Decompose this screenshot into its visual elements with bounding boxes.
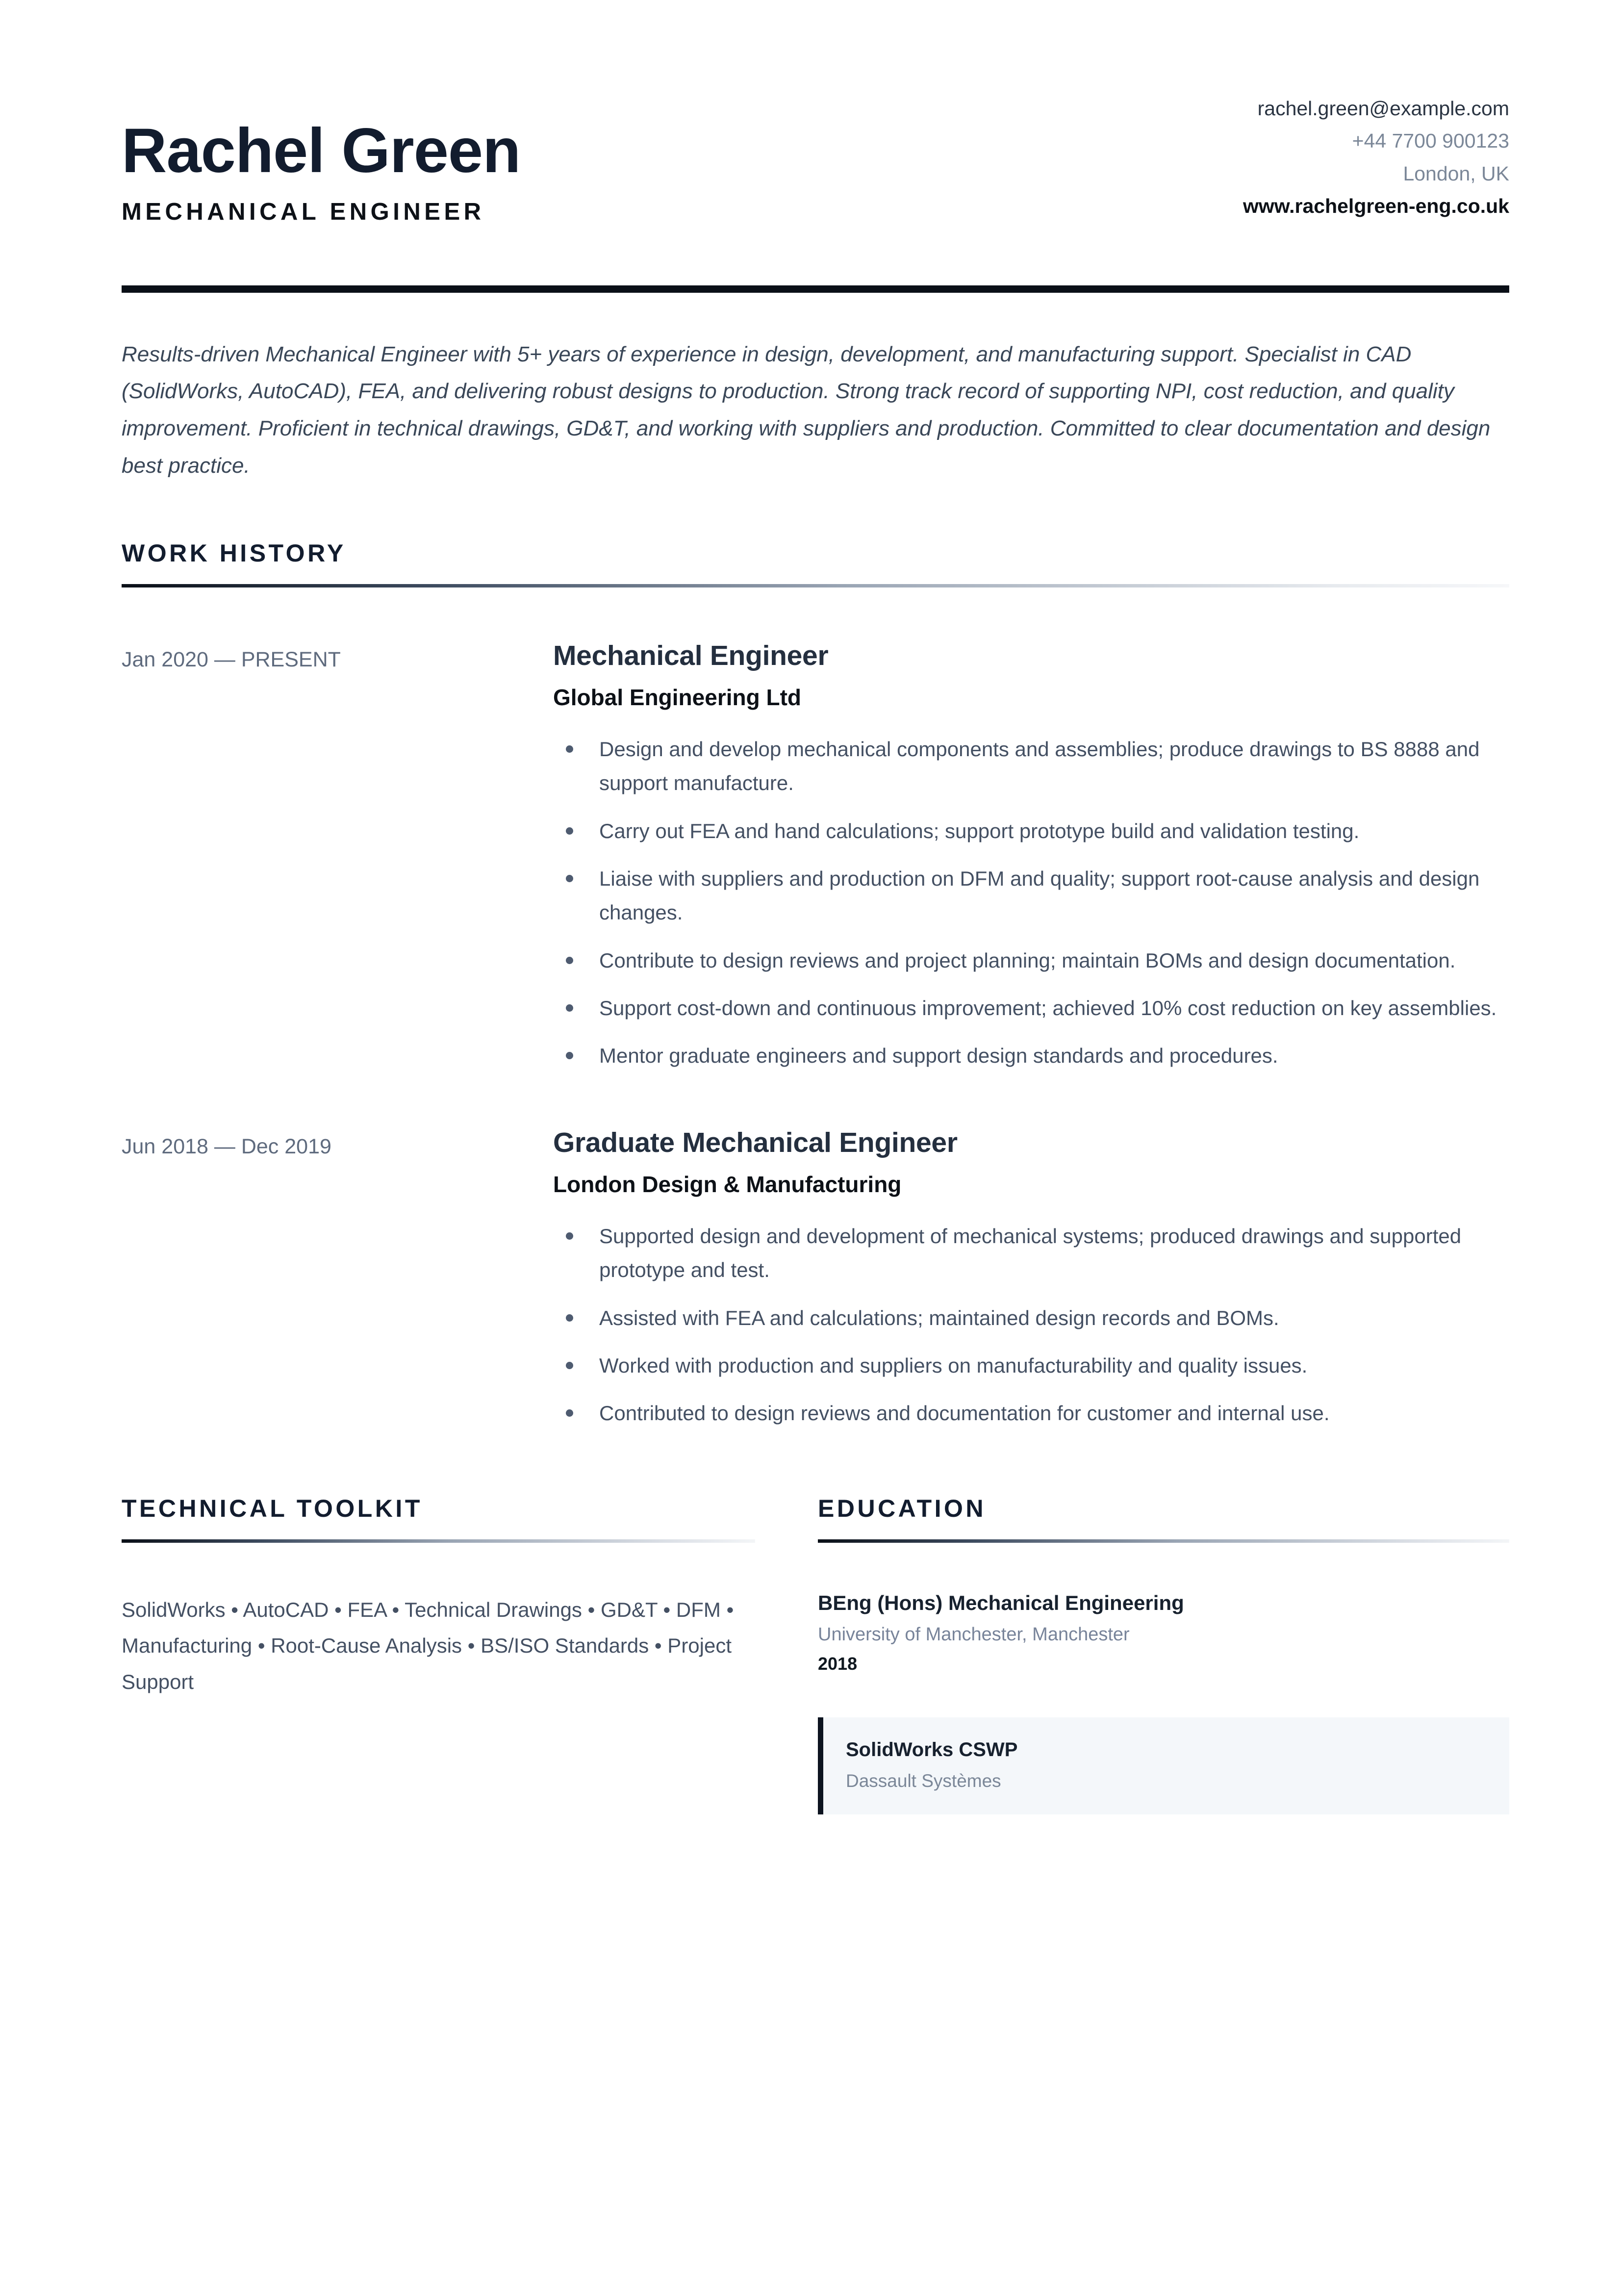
education-year: 2018	[818, 1653, 858, 1674]
work-history-section	[122, 539, 1509, 1430]
job-company: London Design & Manufacturing	[553, 1171, 902, 1197]
contact-location: London, UK	[1403, 162, 1509, 185]
job-company: Global Engineering Ltd	[553, 684, 801, 710]
education-entry	[818, 1590, 1509, 1676]
job-dates: Jan 2020 — PRESENT	[122, 648, 341, 672]
technical-toolkit-section	[122, 1494, 755, 1815]
header-identity	[122, 115, 521, 226]
job-entry	[122, 639, 1509, 1072]
education-degree: BEng (Hons) Mechanical Engineering	[818, 1591, 1184, 1614]
header-divider	[122, 285, 1509, 293]
job-bullet: Contributed to design reviews and documentation for customer and internal use.	[553, 1396, 1509, 1430]
job-title: Mechanical Engineer	[553, 640, 829, 672]
job-bullet: Contribute to design reviews and project planning; maintain BOMs and design documentation.	[553, 944, 1509, 977]
contact-website[interactable]: www.rachelgreen-eng.co.uk	[1243, 195, 1509, 218]
job-responsibilities	[553, 1219, 1509, 1430]
job-title: Graduate Mechanical Engineer	[553, 1127, 958, 1159]
work-history-divider	[122, 584, 1509, 587]
contact-phone[interactable]: +44 7700 900123	[1352, 129, 1509, 153]
bottom-columns	[122, 1494, 1509, 1815]
certification-card	[818, 1717, 1509, 1814]
job-bullet: Liaise with suppliers and production on DFM and quality; support root-cause analysis and design changes.	[553, 862, 1509, 930]
candidate-role: MECHANICAL ENGINEER	[122, 198, 485, 225]
contact-block	[1243, 92, 1509, 226]
contact-email[interactable]: rachel.green@example.com	[1257, 97, 1509, 120]
technical-toolkit-divider	[122, 1539, 755, 1543]
job-dates: Jun 2018 — Dec 2019	[122, 1135, 331, 1159]
education-section	[818, 1494, 1509, 1815]
job-responsibilities	[553, 732, 1509, 1072]
job-bullet: Supported design and development of mechanical systems; produced drawings and supported prototype and test.	[553, 1219, 1509, 1287]
resume-header	[122, 69, 1509, 226]
job-bullet: Worked with production and suppliers on manufacturability and quality issues.	[553, 1349, 1509, 1382]
education-heading: EDUCATION	[818, 1494, 987, 1522]
job-bullet: Carry out FEA and hand calculations; support prototype build and validation testing.	[553, 814, 1509, 848]
job-bullet: Assisted with FEA and calculations; maintained design records and BOMs.	[553, 1301, 1509, 1335]
work-history-heading: WORK HISTORY	[122, 539, 346, 567]
certification-issuer: Dassault Systèmes	[846, 1771, 1001, 1791]
job-entry	[122, 1126, 1509, 1430]
job-bullet: Support cost-down and continuous improvement; achieved 10% cost reduction on key assemblies.	[553, 991, 1509, 1025]
candidate-name: Rachel Green	[122, 115, 521, 186]
job-details	[553, 639, 1509, 1072]
technical-toolkit-heading: TECHNICAL TOOLKIT	[122, 1494, 423, 1522]
job-bullet: Mentor graduate engineers and support design standards and procedures.	[553, 1039, 1509, 1072]
education-divider	[818, 1539, 1509, 1543]
job-list	[122, 639, 1509, 1430]
job-details	[553, 1126, 1509, 1430]
education-school: University of Manchester, Manchester	[818, 1624, 1130, 1645]
job-bullet: Design and develop mechanical components and assemblies; produce drawings to BS 8888 and support manufacture.	[553, 732, 1509, 800]
certification-name: SolidWorks CSWP	[846, 1739, 1018, 1761]
skills-list: SolidWorks • AutoCAD • FEA • Technical Drawings • GD&T • DFM • Manufacturing • Root-Cause Analysis • BS/ISO Standards • Project Support	[122, 1598, 734, 1693]
professional-summary: Results-driven Mechanical Engineer with 5+ years of experience in design, development, and manufacturing support. Specialist in CAD (SolidWorks, AutoCAD), FEA, and delivering robust designs to production. Strong track record of supporting NPI, cost reduction, and quality improvement. Proficient in technical drawings, GD&T, and working with suppliers and production. Committed to clear documentation and design best practice.	[122, 342, 1491, 478]
